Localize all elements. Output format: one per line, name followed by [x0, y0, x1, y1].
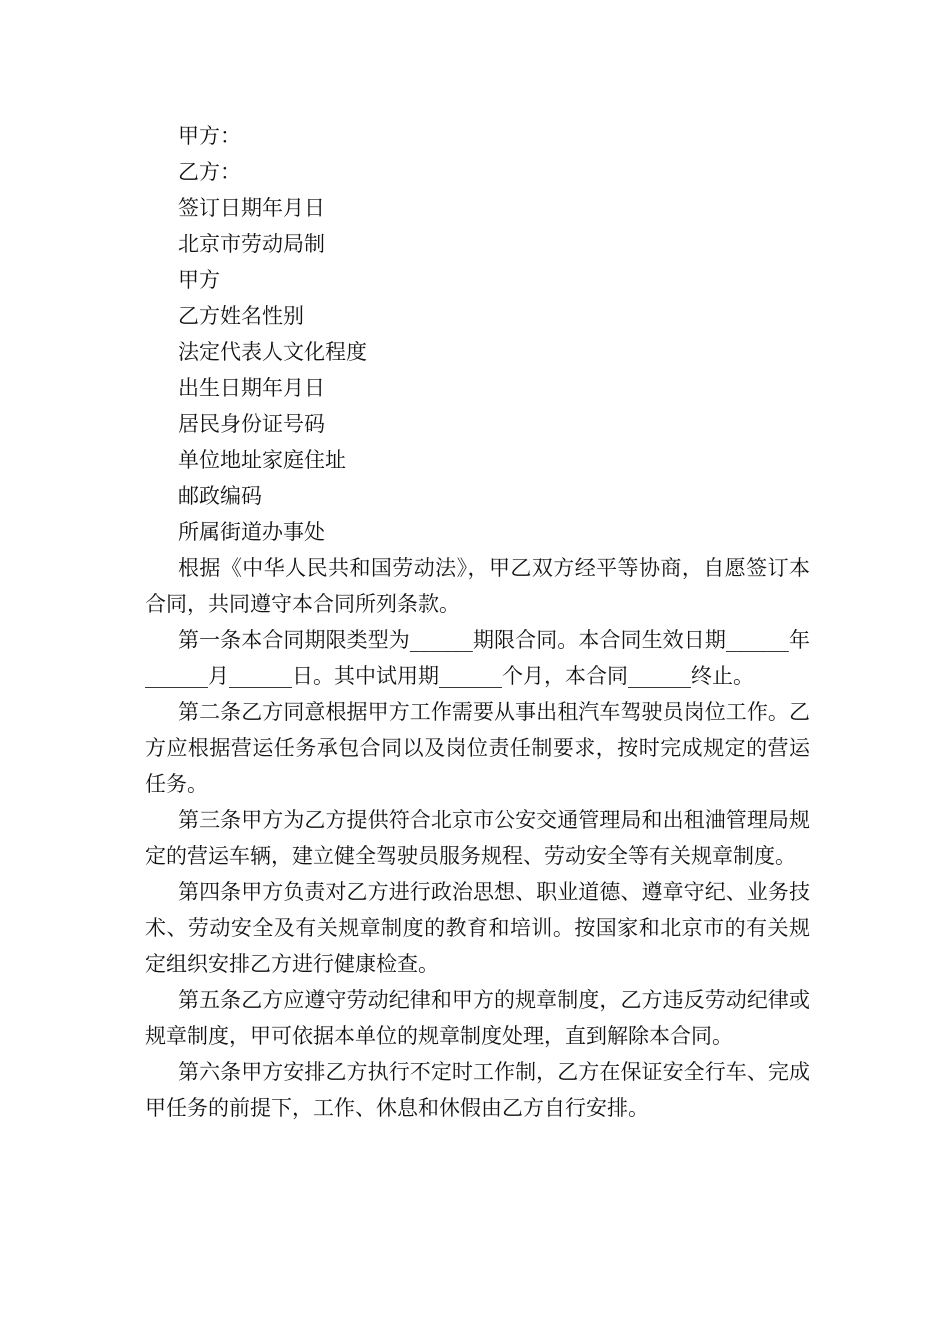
preamble-paragraph: 根据《中华人民共和国劳动法》，甲乙双方经平等协商，自愿签订本合同，共同遵守本合同所列条款。 — [145, 556, 810, 616]
article-3-paragraph: 第三条甲方为乙方提供符合北京市公安交通管理局和出租浀管理局规定的营运车辆，建立健全驾驶员服务规程、劳动安全等有关规章制度。 — [145, 808, 810, 868]
article-2-paragraph: 第二条乙方同意根据甲方工作需要从事出租汽车驾驶员岗位工作。乙方应根据营运任务承包合同以及岗位责任制要求，按时完成规定的营运任务。 — [145, 700, 810, 796]
article-5-paragraph: 第五条乙方应遵守劳动纪律和甲方的规章制度，乙方违反劳动纪律或规章制度，甲可依据本单位的规章制度处理，直到解除本合同。 — [145, 988, 810, 1048]
party-b-name-gender: 乙方姓名性别 — [178, 304, 304, 328]
article-6-paragraph: 第六条甲方安排乙方执行不定时工作制，乙方在保证安全行车、完成甲任务的前提下，工作、休息和休假由乙方自行安排。 — [145, 1060, 810, 1120]
issuer-line: 北京市劳动局制 — [178, 232, 325, 256]
birth-date-line: 出生日期年月日 — [178, 376, 325, 400]
article-4-paragraph: 第四条甲方负责对乙方进行政治思想、职业道德、遵章守纪、业务技术、劳动安全及有关规章制度的教育和培训。按国家和北京市的有关规定组织安排乙方进行健康检查。 — [145, 880, 810, 976]
id-number-line: 居民身份证号码 — [178, 412, 325, 436]
article-1-paragraph: 第一条本合同期限类型为______期限合同。本合同生效日期______年______月______日。其中试用期______个月，本合同______终止。 — [145, 628, 810, 688]
party-a-label: 甲方 — [178, 268, 220, 292]
legal-rep-education: 法定代表人文化程度 — [178, 340, 367, 364]
postal-code-line: 邮政编码 — [178, 484, 262, 508]
street-office-line: 所属街道办事处 — [178, 520, 325, 544]
sign-date-line: 签订日期年月日 — [178, 196, 325, 220]
party-a-line: 甲方： — [178, 124, 241, 148]
address-line: 单位地址家庭住址 — [178, 448, 346, 472]
party-b-line: 乙方： — [178, 160, 241, 184]
